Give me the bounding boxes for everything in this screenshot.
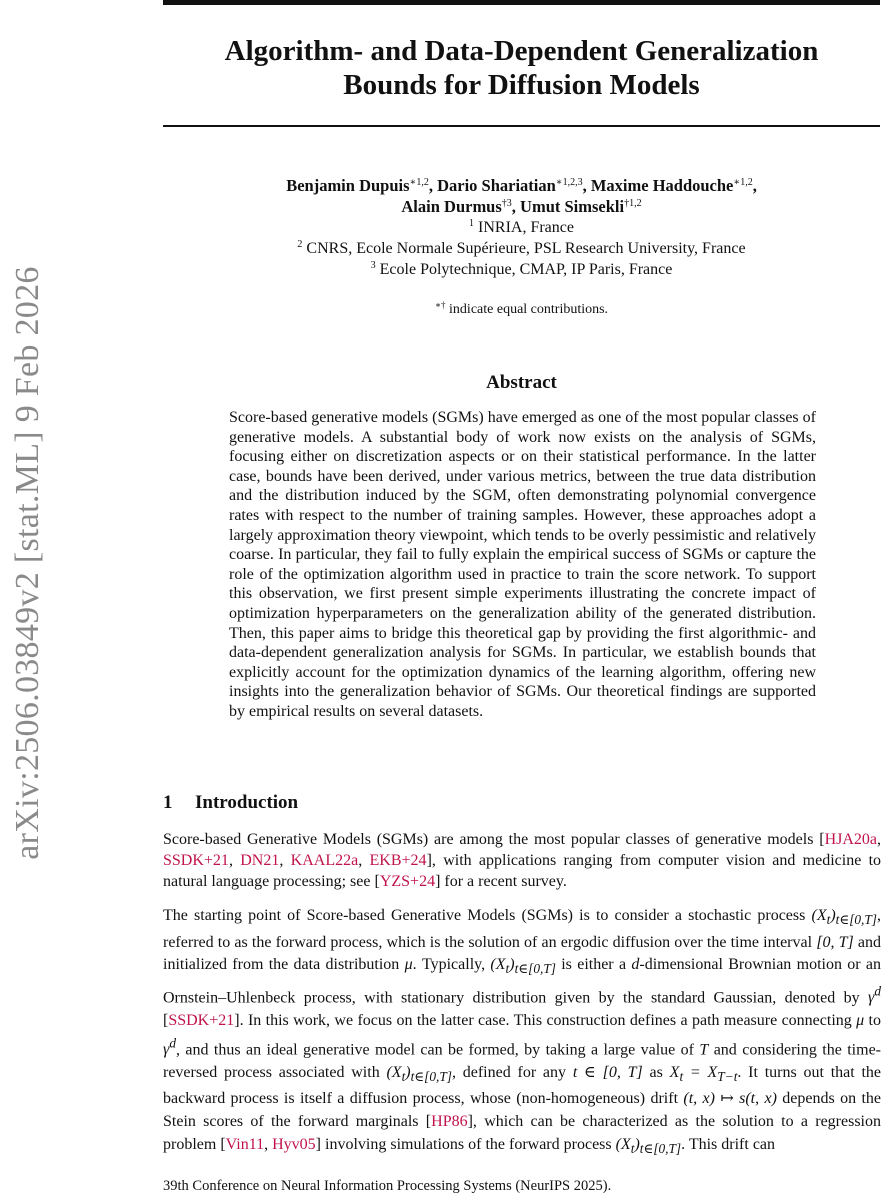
affiliation-1 bbox=[163, 217, 880, 238]
text-run: , and thus an ideal generative model can be formed, by taking a large value of bbox=[175, 1041, 700, 1058]
math-symbol: ) bbox=[634, 1135, 640, 1153]
text-run: Score-based Generative Models (SGMs) are among the most popular classes of generative models [ bbox=[163, 831, 825, 848]
abstract-heading: Abstract bbox=[486, 372, 557, 393]
affiliation-2 bbox=[163, 238, 880, 259]
author-line-2 bbox=[163, 196, 880, 217]
citation-link[interactable]: SSDK+21 bbox=[163, 852, 229, 869]
author-name: Alain Durmus bbox=[401, 197, 502, 216]
citation-link[interactable]: YZS+24 bbox=[379, 873, 436, 890]
math-subscript: t bbox=[630, 1140, 635, 1156]
author-name: Umut Simsekli bbox=[520, 197, 625, 216]
math-subscript: t bbox=[826, 912, 831, 928]
math-symbol: ) bbox=[405, 1063, 411, 1081]
text-run: . Typically, bbox=[412, 956, 491, 974]
citation-link[interactable]: HP86 bbox=[431, 1112, 468, 1130]
text-run: , defined for any bbox=[451, 1063, 573, 1081]
math-subscript: T−t bbox=[717, 1068, 738, 1084]
citation-link[interactable]: Hyv05 bbox=[272, 1135, 316, 1153]
title-line-1: Algorithm- and Data-Dependent Generalization bbox=[224, 35, 819, 67]
equal-contribution-note bbox=[163, 300, 880, 318]
title-rule bbox=[163, 125, 880, 127]
text-run: is either a bbox=[555, 956, 632, 974]
note-symbols: ∗† bbox=[434, 300, 446, 310]
math-symbol: (X bbox=[490, 956, 506, 974]
text-run: depends on the Stein scores of the forward marginals [ bbox=[163, 1090, 881, 1130]
author-superscript: ∗1,2,3 bbox=[555, 177, 583, 188]
math-symbol: (X bbox=[615, 1135, 631, 1153]
math-mu: μ bbox=[856, 1012, 865, 1030]
affiliation-number: 3 bbox=[370, 260, 376, 271]
math-reversed-process bbox=[669, 1063, 738, 1084]
math-forward-process bbox=[490, 956, 556, 977]
conference-footer: 39th Conference on Neural Information Processing Systems (NeurIPS 2025). bbox=[163, 1178, 612, 1194]
math-forward-process bbox=[811, 907, 878, 928]
math-symbol: γ bbox=[163, 1041, 170, 1058]
math-gamma-d bbox=[163, 1035, 176, 1058]
author-superscript: †3 bbox=[501, 198, 512, 209]
math-symbol: γ bbox=[868, 989, 875, 1007]
math-symbol: ) bbox=[509, 956, 515, 974]
text-run: ]. In this work, we focus on the latter case. This construction defines a path measure connecting bbox=[234, 1012, 857, 1030]
text-run: and initialized from the data distribution bbox=[163, 933, 881, 974]
math-symbol: = bbox=[683, 1063, 708, 1081]
affiliation-text: Ecole Polytechnique, CMAP, IP Paris, France bbox=[375, 261, 673, 278]
separator: , bbox=[582, 176, 591, 195]
separator: , bbox=[511, 197, 521, 216]
text-run: and considering the time-reversed process associated with bbox=[163, 1041, 881, 1081]
author-block bbox=[163, 175, 880, 280]
title-line-2: Bounds for Diffusion Models bbox=[343, 69, 700, 101]
math-forward-process bbox=[386, 1063, 452, 1084]
citation-link[interactable]: SSDK+21 bbox=[168, 1012, 235, 1030]
text-run: to bbox=[864, 1012, 882, 1030]
paper-title bbox=[163, 34, 880, 102]
top-rule bbox=[163, 0, 880, 5]
intro-paragraph-2: The starting point of Score-based Generative Models (SGMs) is to consider a stochastic process $(X_t)_{t\in[0,T]}$, referred to as the forward process, which is the solution of an ergodic diffusion over the time interval [0, T] and initialized from the data distribution μ. Typically, $(X_t)_{t\in[0,T]}$ is either a d-dimensional Brownian motion or an Ornstein–Uhlenbeck process, with stationary distribution given by the standard Gaussian, denoted by $\gamma^d$ [SSDK+21]. In this work, we focus on the latter case. This construction defines a path measure connecting μ to $\gamma^d$, and thus an ideal generative model can be formed, by taking a large value of T and considering the time-reversed process associated with $(X_t)_{t\in[0,T]}$, defined for any t ∈ [0, T] as $X_t = X_{T-t}$. It turns out that the backward process is itself a diffusion process, whose (non-homogeneous) drift (t, x) ↦ s(t, x) depends on the Stein scores of the forward marginals [HP86], which can be characterized as the solution to a regression problem [Vin11, Hyv05] involving simulations of the forward process $(X_t)_{t\in[0,T]}$. This drift can bbox=[163, 907, 882, 1156]
text-run: as bbox=[642, 1063, 670, 1081]
math-symbol: (X bbox=[386, 1063, 402, 1081]
affiliation-text: CNRS, Ecole Normale Supérieure, PSL Research University, France bbox=[302, 240, 746, 257]
math-subscript: t∈[0,T] bbox=[514, 961, 556, 977]
text-run: , referred to as the forward process, which is the solution of an ergodic diffusion over the time interval bbox=[163, 907, 881, 951]
text-run: ], which can be characterized as the solution to a regression problem [ bbox=[163, 1112, 882, 1153]
math-subscript: t∈[0,T] bbox=[639, 1140, 682, 1156]
citation-link[interactable]: HJA20a bbox=[824, 831, 877, 848]
math-symbol: X bbox=[707, 1063, 718, 1081]
math-superscript: d bbox=[874, 984, 881, 1000]
math-subscript: t∈[0,T] bbox=[835, 912, 877, 928]
author-line-1 bbox=[163, 175, 880, 196]
math-superscript: d bbox=[169, 1035, 176, 1051]
math-forward-process bbox=[615, 1135, 682, 1156]
text-run: The starting point of Score-based Generative Models (SGMs) is to consider a stochastic process bbox=[163, 907, 812, 924]
math-symbol: (X bbox=[811, 907, 827, 924]
text-run: ] for a recent survey. bbox=[435, 873, 567, 890]
text-run: -dimensional Brownian motion or an Ornstein–Uhlenbeck process, with stationary distribution given by the standard Gaussian, denoted by bbox=[163, 956, 882, 1007]
note-text: indicate equal contributions. bbox=[445, 302, 609, 317]
author-name: Maxime Haddouche bbox=[590, 176, 734, 195]
arxiv-identifier: arXiv:2506.03849v2 [stat.ML] 9 Feb 2026 bbox=[9, 266, 46, 860]
math-mu: μ bbox=[404, 956, 413, 974]
math-t-in-range: t ∈ [0, T] bbox=[572, 1063, 643, 1081]
author-superscript: ∗1,2 bbox=[733, 177, 753, 188]
citation-link[interactable]: DN21 bbox=[240, 852, 280, 869]
separator: , bbox=[752, 176, 757, 195]
math-symbol: X bbox=[669, 1063, 680, 1081]
math-d: d bbox=[631, 956, 640, 974]
affiliation-text: INRIA, France bbox=[474, 219, 574, 236]
math-symbol: ) bbox=[830, 907, 836, 924]
section-number: 1 bbox=[163, 792, 173, 813]
separator: , bbox=[428, 176, 438, 195]
citation-link[interactable]: KAAL22a bbox=[290, 852, 359, 869]
affiliation-number: 1 bbox=[469, 218, 475, 229]
text-run: ], with applications ranging from computer vision and medicine to natural language processing; see [ bbox=[163, 852, 882, 890]
section-title: Introduction bbox=[195, 792, 299, 813]
citation-link[interactable]: EKB+24 bbox=[369, 852, 427, 869]
author-name: Benjamin Dupuis bbox=[286, 176, 410, 195]
math-subscript: t bbox=[679, 1068, 684, 1084]
math-drift: (t, x) ↦ s(t, x) bbox=[683, 1090, 777, 1108]
author-superscript: ∗1,2 bbox=[409, 177, 429, 188]
abstract-body: Score-based generative models (SGMs) have emerged as one of the most popular classes of generative models. A substantial body of work now exists on the analysis of SGMs, focusing either on discretization aspects or on their statistical performance. In the latter case, bounds have been derived, under various metrics, between the true data distribution and the distribution induced by the SGM, often demonstrating polynomial convergence rates with respect to the number of training samples. However, these approaches adopt a largely approximation theory viewpoint, which tends to be overly pessimistic and relatively coarse. In particular, they fail to fully explain the empirical success of SGMs or capture the role of the optimization algorithm used in practice to train the score network. To support this observation, we first present simple experiments illustrating the concrete impact of optimization hyperparameters on the generalization ability of the generated distribution. Then, this paper aims to bridge this theoretical gap by providing the first algorithmic- and data-dependent generalization analysis for SGMs. In particular, we establish bounds that explicitly account for the optimization dynamics of the learning algorithm, offering new insights into the generalization behavior of SGMs. Our theoretical findings are supported by empirical results on several datasets. bbox=[229, 409, 816, 720]
section-heading bbox=[163, 792, 298, 814]
math-gamma-d bbox=[868, 984, 881, 1007]
math-subscript: t bbox=[401, 1068, 406, 1084]
math-subscript: t∈[0,T] bbox=[410, 1068, 452, 1084]
text-run: . This drift can bbox=[681, 1135, 776, 1153]
author-superscript: †1,2 bbox=[624, 198, 642, 209]
math-T: T bbox=[699, 1041, 709, 1058]
affiliation-3 bbox=[163, 259, 880, 280]
text-run: . It turns out that the backward process is itself a diffusion process, whose (non-homogeneous) drift bbox=[163, 1063, 882, 1108]
citation-link[interactable]: Vin11 bbox=[225, 1135, 265, 1153]
intro-paragraph-1: Score-based Generative Models (SGMs) are among the most popular classes of generative models [HJA20a, SSDK+21, DN21, KAAL22a, EKB+24], with applications ranging from computer vision and medicine to natural language processing; see [YZS+24] for a recent survey. bbox=[163, 831, 882, 890]
author-name: Dario Shariatian bbox=[437, 176, 556, 195]
text-run: [ bbox=[163, 1012, 169, 1030]
math-subscript: t bbox=[505, 961, 510, 977]
math-interval: [0, T] bbox=[816, 933, 854, 951]
text-run: ] involving simulations of the forward process bbox=[315, 1135, 616, 1153]
affiliation-number: 2 bbox=[297, 239, 303, 250]
